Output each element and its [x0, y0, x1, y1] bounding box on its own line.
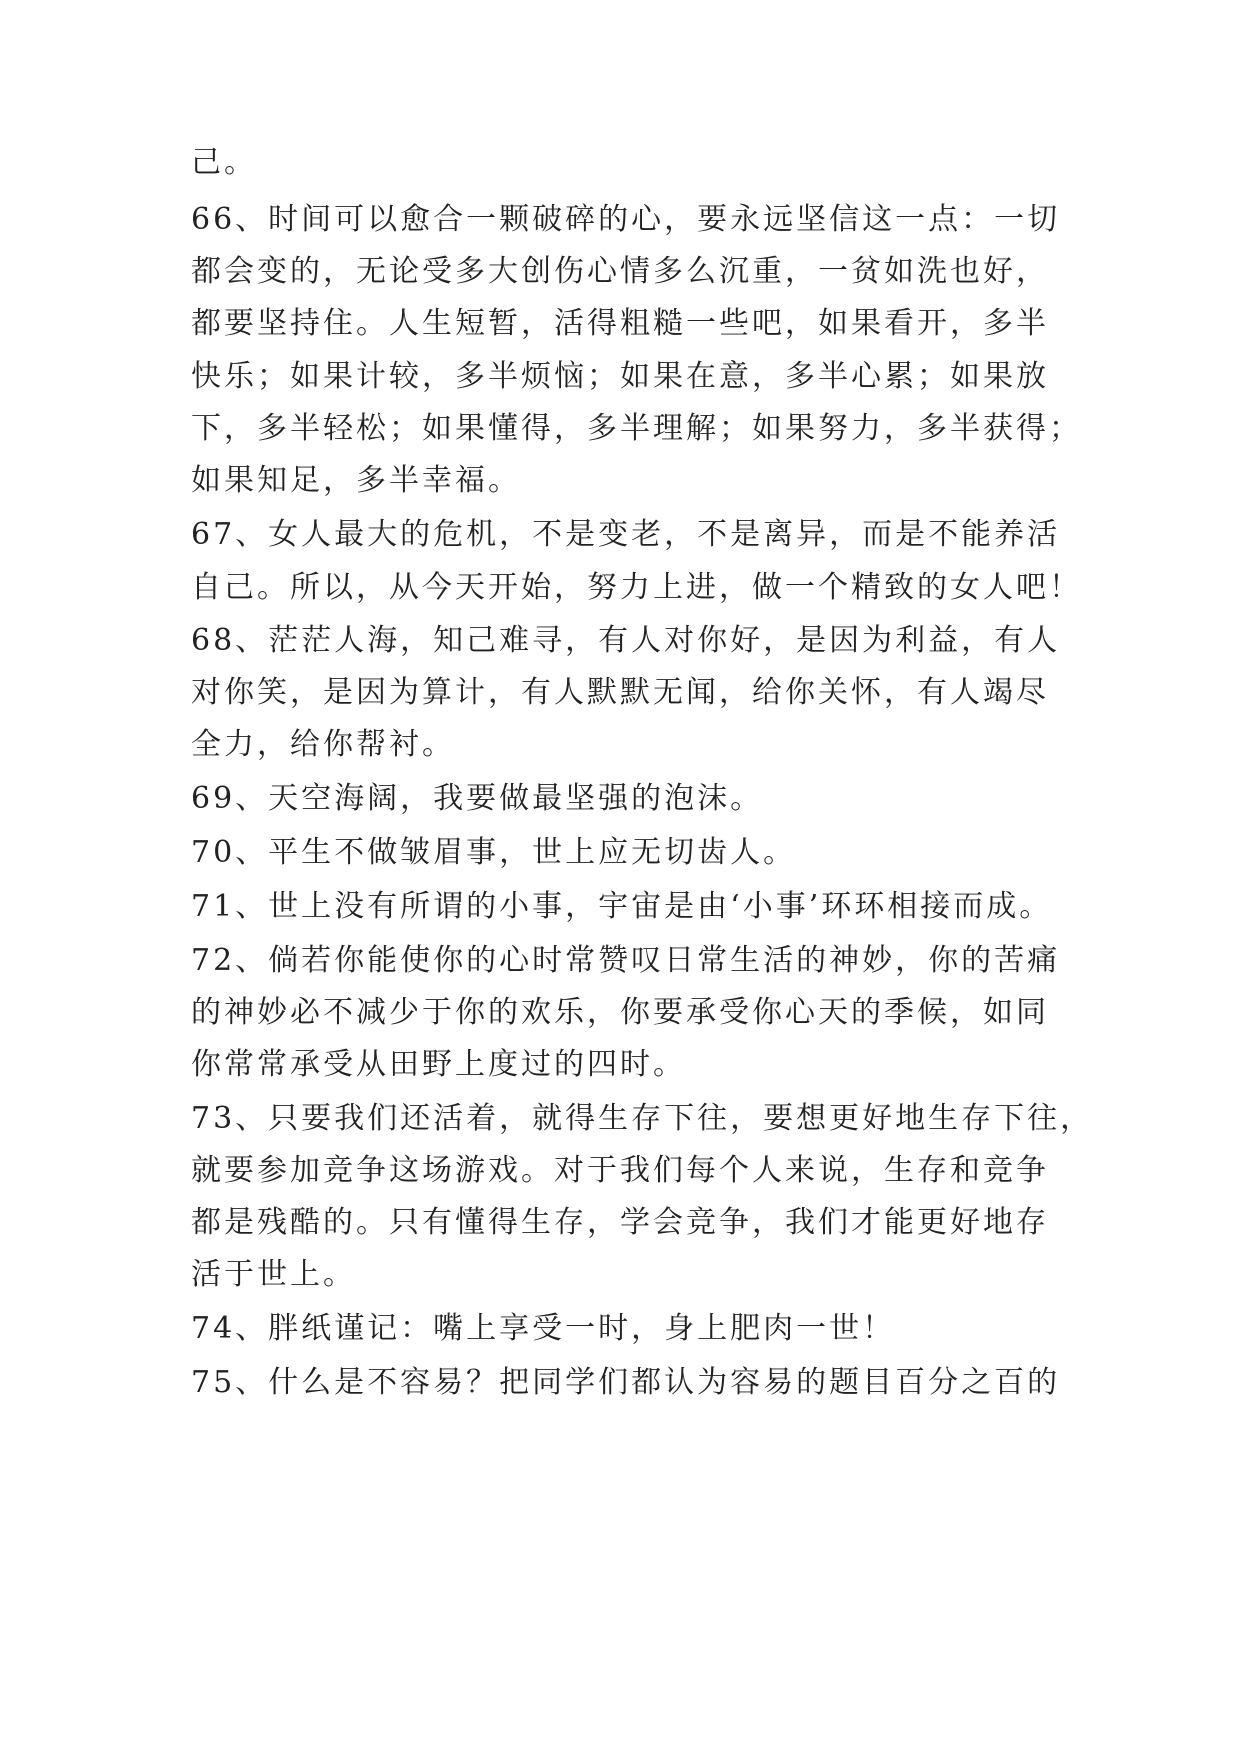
text-line: 67、女人最大的危机，不是变老，不是离异，而是不能养活: [191, 517, 1061, 552]
text-line: 68、茫茫人海，知己难寻，有人对你好，是因为利益，有人: [191, 623, 1061, 658]
text-line: 对你笑，是因为算计，有人默默无闻，给你关怀，有人竭尽: [191, 675, 1049, 710]
text-line: 73、只要我们还活着，就得生存下往，要想更好地生存下往，: [191, 1101, 1094, 1136]
text-line: 活于世上。: [191, 1257, 356, 1292]
text-line: 下，多半轻松；如果懂得，多半理解；如果努力，多半获得；: [191, 411, 1082, 446]
text-line: 72、倘若你能使你的心时常赞叹日常生活的神妙，你的苦痛: [191, 943, 1061, 978]
text-line: 66、时间可以愈合一颗破碎的心，要永远坚信这一点：一切: [191, 202, 1061, 237]
text-line: 你常常承受从田野上度过的四时。: [191, 1047, 686, 1082]
text-line: 的神妙必不减少于你的欢乐，你要承受你心天的季候，如同: [191, 995, 1049, 1030]
text-line: 都会变的，无论受多大创伤心情多么沉重，一贫如洗也好，: [191, 254, 1049, 289]
text-line: 71、世上没有所谓的小事，宇宙是由‘小事’环环相接而成。: [191, 889, 1053, 924]
text-line: 己。: [191, 145, 257, 180]
text-line: 70、平生不做皱眉事，世上应无切齿人。: [191, 835, 797, 870]
text-line: 74、胖纸谨记：嘴上享受一时，身上肥肉一世！: [191, 1311, 896, 1346]
text-line: 自己。所以，从今天开始，努力上进，做一个精致的女人吧！: [191, 570, 1082, 605]
text-line: 就要参加竞争这场游戏。对于我们每个人来说，生存和竞争: [191, 1153, 1049, 1188]
text-line: 全力，给你帮衬。: [191, 727, 455, 762]
text-line: 快乐；如果计较，多半烦恼；如果在意，多半心累；如果放: [191, 359, 1049, 394]
text-line: 69、天空海阔，我要做最坚强的泡沫。: [191, 781, 764, 816]
text-line: 如果知足，多半幸福。: [191, 463, 521, 498]
text-line: 75、什么是不容易？把同学们都认为容易的题目百分之百的: [191, 1365, 1061, 1400]
text-line: 都要坚持住。人生短暂，活得粗糙一些吧，如果看开，多半: [191, 306, 1049, 341]
text-line: 都是残酷的。只有懂得生存，学会竞争，我们才能更好地存: [191, 1205, 1049, 1240]
